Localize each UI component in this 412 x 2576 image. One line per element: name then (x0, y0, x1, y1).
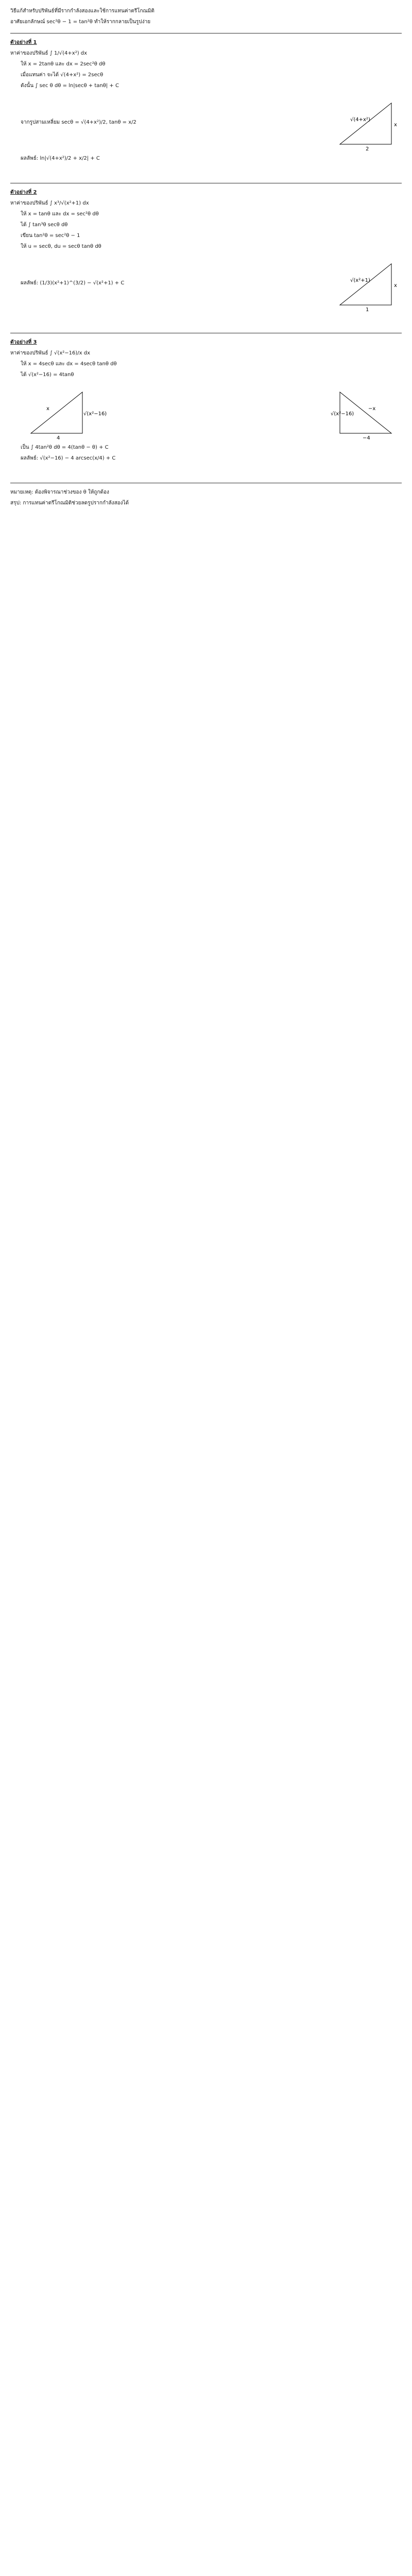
intro-paragraph-1: วิธีแก้สำหรับปริพันธ์ที่มีรากกำลังสองและใช้การแทนค่าตรีโกณมิติ (10, 8, 154, 14)
triangle-4-diagram (330, 382, 402, 444)
example-1-steps (10, 60, 402, 162)
triangle-4-svg (330, 382, 402, 444)
triangle-2-svg (330, 253, 402, 315)
notes-section (10, 488, 402, 507)
tri2-label-1: 1 (366, 307, 369, 313)
tri1-label-2: √(4+x²) (350, 117, 370, 123)
example-2-steps (10, 210, 402, 315)
example-1-desc: หาค่าของปริพันธ์ ∫ 1/√(4+x²) dx (10, 50, 88, 56)
triangle-3-svg (21, 382, 107, 444)
tri4-label-2: −x (368, 406, 376, 412)
example-1 (10, 39, 402, 162)
example-2-title: ตัวอย่างที่ 2 (10, 190, 37, 195)
triangle-1-diagram (330, 93, 402, 155)
triangle-2-diagram (330, 253, 402, 315)
ex1-step-2: เมื่อแทนค่า จะได้ √(4+x²) = 2secθ (21, 72, 104, 78)
note-2: สรุป: การแทนค่าตรีโกณมิติช่วยลดรูปรากกำลังสองได้ (10, 500, 129, 506)
ex2-step-4: ให้ u = secθ, du = secθ tanθ dθ (21, 244, 101, 249)
note-1: หมายเหตุ: ต้องพิจารณาช่วงของ θ ให้ถูกต้อง (10, 489, 109, 495)
example-1-title: ตัวอย่างที่ 1 (10, 40, 37, 45)
tri4-label-0: √(x²−16) (331, 411, 354, 417)
example-2-desc: หาค่าของปริพันธ์ ∫ x³/√(x²+1) dx (10, 200, 89, 206)
ex1-step-1: ให้ x = 2tanθ และ dx = 2sec²θ dθ (21, 61, 106, 67)
ex1-step-5: ผลลัพธ์: ln|√(4+x²)/2 + x/2| + C (21, 156, 100, 161)
example-3-title: ตัวอย่างที่ 3 (10, 340, 37, 345)
intro-paragraph-2: อาศัยเอกลักษณ์ sec²θ − 1 = tan²θ ทำให้รากกลายเป็นรูปง่าย (10, 19, 151, 25)
ex3-step-1: ให้ x = 4secθ และ dx = 4secθ tanθ dθ (21, 361, 117, 367)
tri1-label-0: x (394, 122, 397, 128)
example-2 (10, 189, 402, 315)
tri1-label-1: 2 (366, 146, 369, 152)
tri3-label-0: √(x²−16) (83, 411, 107, 417)
ex2-step-2: ได้ ∫ tan³θ secθ dθ (21, 222, 68, 228)
ex3-triangles-row (21, 382, 402, 444)
tri2-label-2: √(x²+1) (350, 278, 370, 283)
example-3 (10, 338, 402, 462)
ex1-step-3: ดังนั้น ∫ sec θ dθ = ln|secθ + tanθ| + C (21, 83, 119, 89)
document (10, 0, 402, 507)
tri3-label-1: 4 (57, 435, 60, 441)
ex3-step-3: เป็น ∫ 4tan²θ dθ = 4(tanθ − θ) + C (21, 445, 109, 450)
tri3-label-2: x (46, 406, 49, 412)
ex1-triangle-row (21, 93, 402, 155)
ex2-triangle-row (21, 253, 402, 315)
ex2-step-5: ผลลัพธ์: (1/3)(x²+1)^(3/2) − √(x²+1) + C (21, 280, 125, 286)
triangle-3-diagram (21, 382, 107, 444)
tri4-label-1: −4 (363, 435, 370, 441)
ex3-step-2: ได้ √(x²−16) = 4tanθ (21, 372, 74, 378)
tri2-label-0: x (394, 283, 397, 289)
ex2-step-1: ให้ x = tanθ และ dx = sec²θ dθ (21, 211, 99, 217)
example-3-desc: หาค่าของปริพันธ์ ∫ √(x²−16)/x dx (10, 350, 90, 356)
example-3-steps (10, 360, 402, 462)
ex2-step-3: เขียน tan²θ = sec²θ − 1 (21, 233, 80, 239)
ex3-step-4: ผลลัพธ์: √(x²−16) − 4 arcsec(x/4) + C (21, 455, 116, 461)
ex1-step-4: จากรูปสามเหลี่ยม secθ = √(4+x²)/2, tanθ = x/2 (21, 119, 136, 125)
triangle-1-svg (330, 93, 402, 155)
